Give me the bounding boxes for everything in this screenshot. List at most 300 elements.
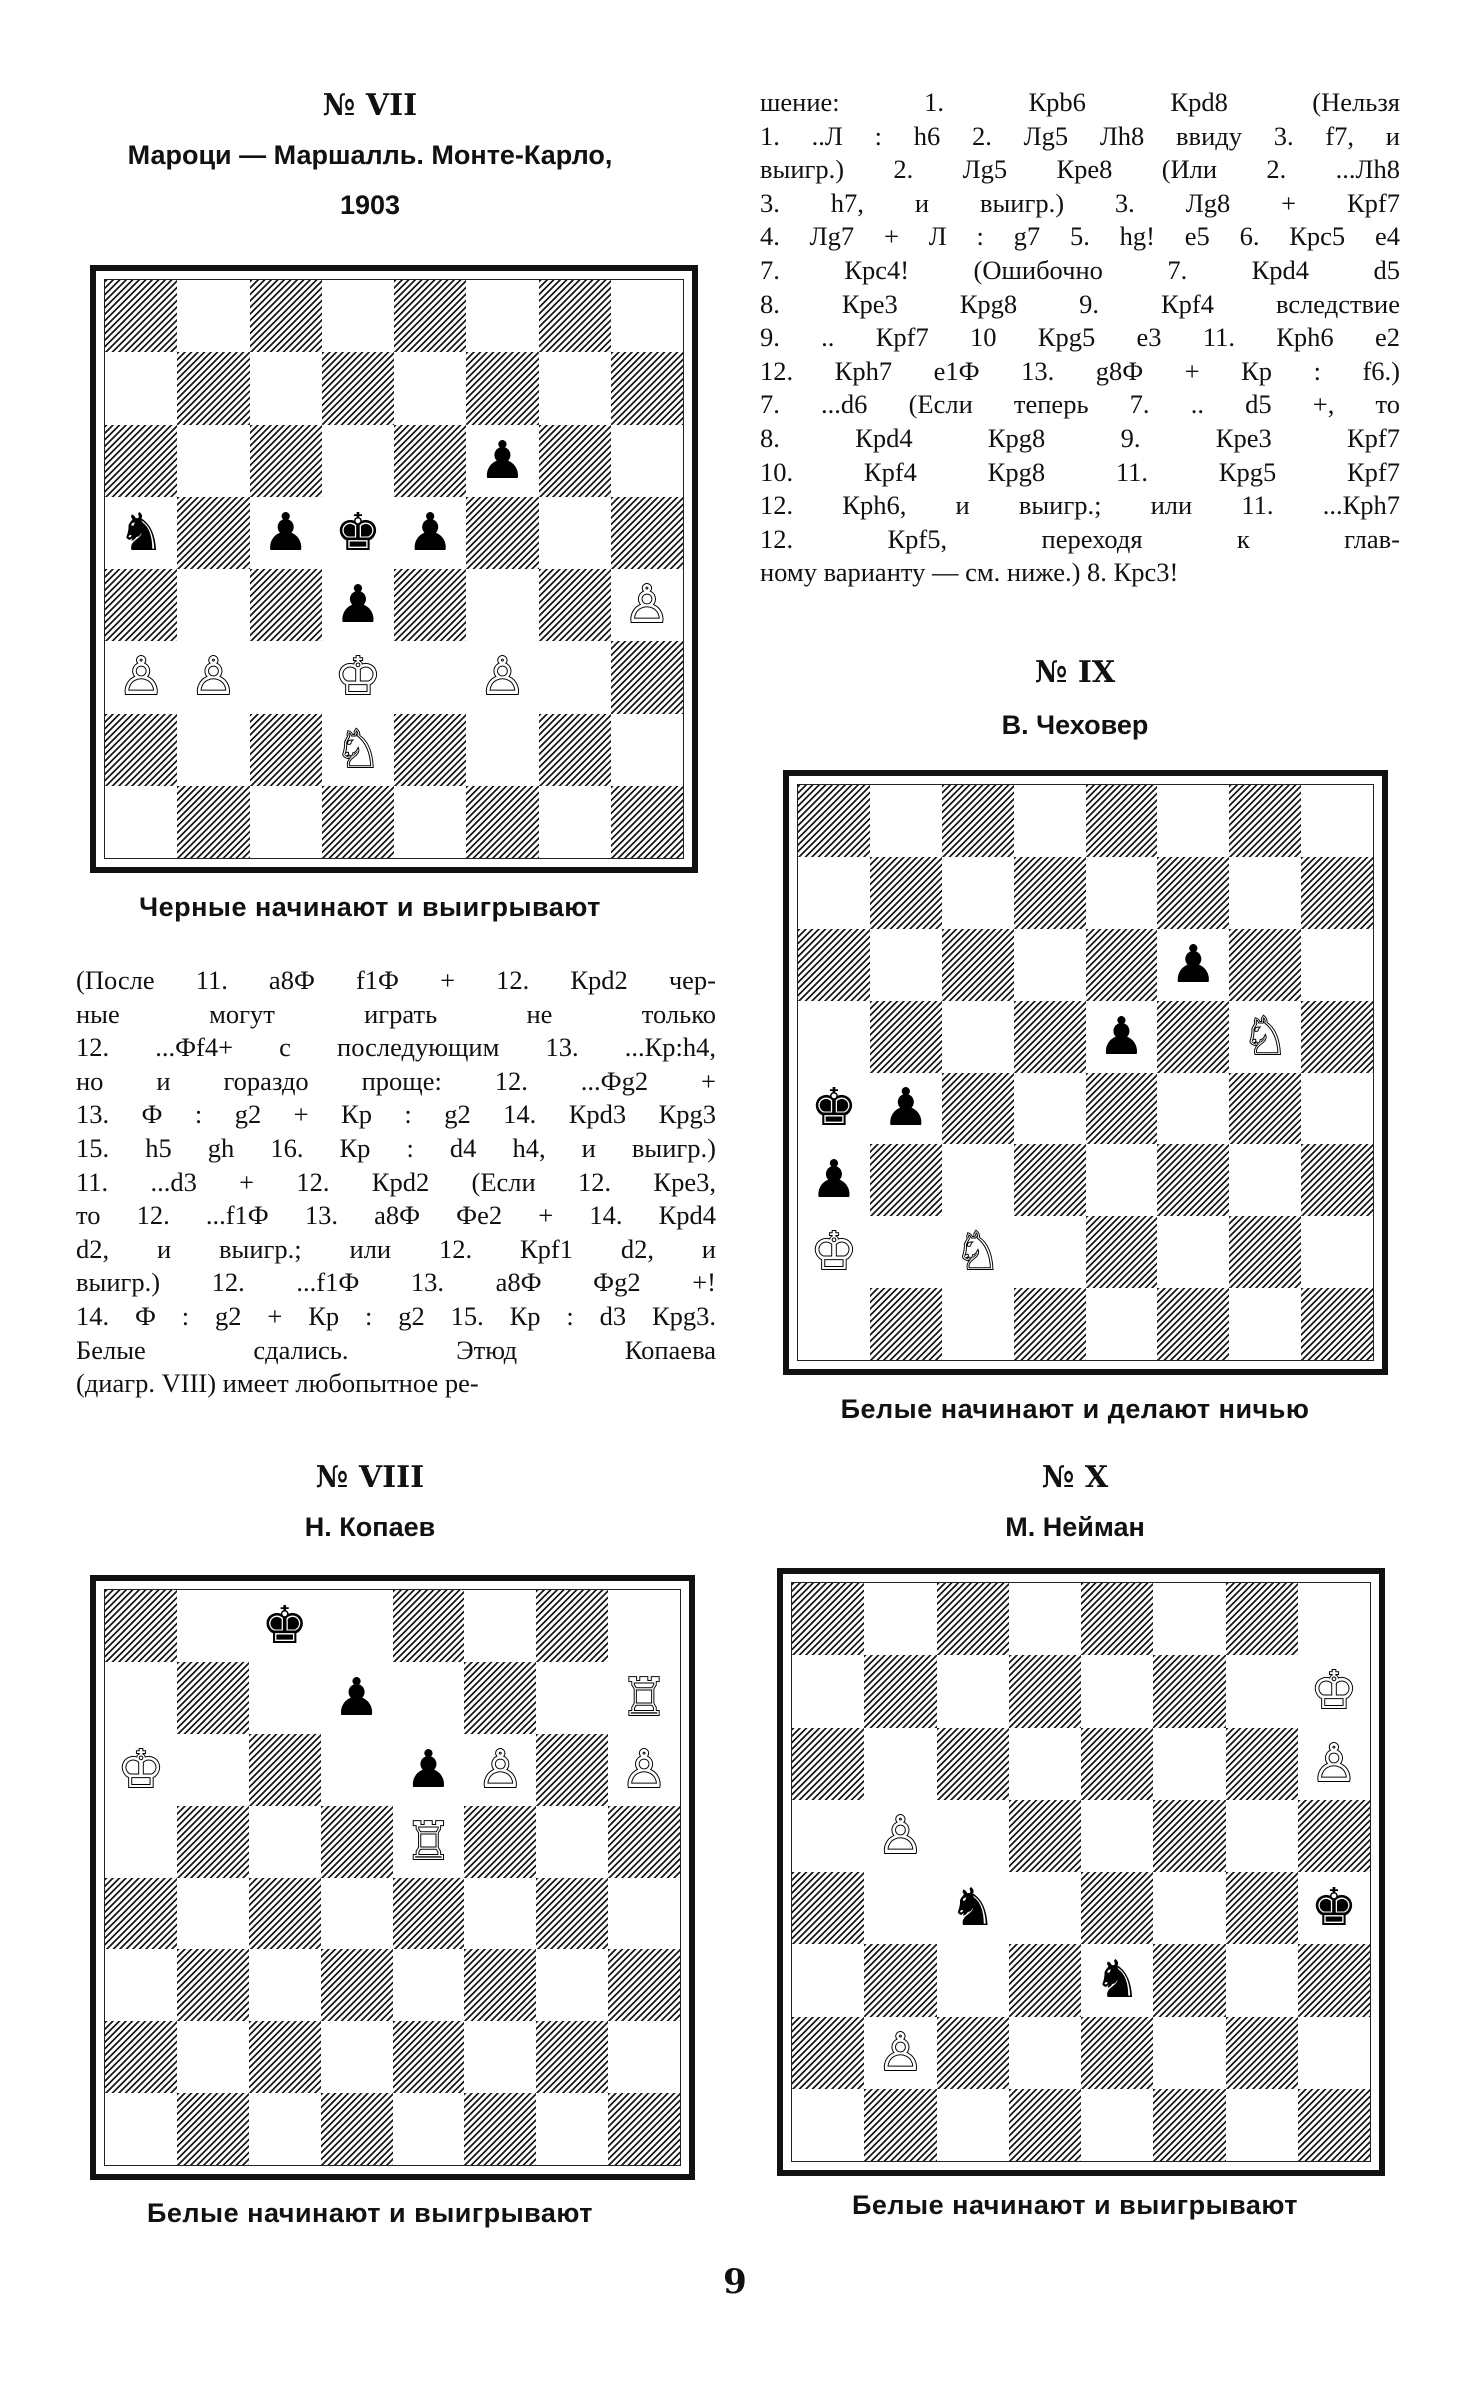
board-square [539,641,611,713]
text-line: ные могут играть не только [76,998,716,1029]
board-square [105,425,177,497]
board-square [322,352,394,424]
text-line: 4. Лg7 + Л : g7 5. hg! e5 6. Крс5 e4 [760,221,1400,252]
board-square [1229,1144,1301,1216]
text-line: выигр.) 2. Лg5 Кре8 (Или 2. ...Лh8 [760,154,1400,185]
diagram-caption: Белые начинают и выигрывают [146,2198,594,2228]
text-line: 12. ...Фf4+ с последующим 13. ...Кр:h4, [76,1032,716,1063]
black-pawn-icon: ♟ [1170,934,1217,995]
diagram-title: Н. Копаев [304,1512,436,1542]
board-square [250,425,322,497]
board-square [1301,1144,1373,1216]
diagram-title: В. Чеховер [1001,710,1149,740]
board-square [466,497,538,569]
board-square [608,1734,680,1806]
text-line: 7. Крс4! (Ошибочно 7. Крd4 d5 [760,254,1400,285]
board-square [105,1949,177,2021]
board-square [539,280,611,352]
white-pawn-icon: ♙ [477,1739,524,1800]
text-line: 15. h5 gh 16. Кр : d4 h4, и выигр.) [76,1132,716,1163]
board-square [1229,929,1301,1001]
text-line: шение: 1. Крb6 Крd8 (Нельзя [760,87,1400,117]
board-square [942,857,1014,929]
board-square [1157,1288,1229,1360]
chess-board [90,1575,695,2180]
text-line: Белые сдались. Этюд Копаева [76,1334,716,1365]
board-square [1301,857,1373,929]
board-square [177,352,249,424]
board-square [798,1216,870,1288]
board-square [250,714,322,786]
board-square [177,1806,249,1878]
board-square [1153,2017,1225,2089]
black-king-icon: ♚ [810,1078,858,1139]
board-square [322,280,394,352]
black-pawn-icon: ♟ [334,575,382,636]
board-square [798,1001,870,1073]
board-square [798,785,870,857]
board-square [1153,1655,1225,1727]
board-square [177,569,249,641]
board-square [321,1734,393,1806]
board-square [536,1949,608,2021]
board-square [792,1872,864,1944]
board-square [942,1001,1014,1073]
white-knight-icon: ♘ [954,1222,1001,1283]
text-line: 11. ...d3 + 12. Крd2 (Если 12. Кре3, [76,1166,716,1197]
black-king-icon: ♚ [1310,1878,1358,1939]
board-square [464,1590,536,1662]
board-square [177,497,249,569]
board-square [321,1590,393,1662]
board-square [1298,2017,1370,2089]
black-knight-icon: ♞ [1093,1950,1141,2011]
board-square [611,425,683,497]
board-square [1014,1001,1086,1073]
board-square [792,1944,864,2016]
board-square [1226,1872,1298,1944]
board-square [321,2093,393,2165]
board-square [536,2021,608,2093]
board-square [864,1583,936,1655]
board-square [1229,1001,1301,1073]
board-square [1014,1073,1086,1145]
diagram-caption: Белые начинают и выигрывают [851,2190,1299,2220]
board-square [1009,1655,1081,1727]
white-king-icon: ♔ [334,647,382,708]
board-square [792,1655,864,1727]
board-square [1226,1944,1298,2016]
board-square [322,425,394,497]
board-square [464,1662,536,1734]
board-square [177,425,249,497]
board-square [1226,2089,1298,2161]
board-square [1081,1583,1153,1655]
board-square [1298,1583,1370,1655]
board-square [105,786,177,858]
board-square [864,1655,936,1727]
board-square [1009,1944,1081,2016]
board-square [1229,1216,1301,1288]
board-square [249,1949,321,2021]
board-square [870,1144,942,1216]
board-square [937,2089,1009,2161]
board-square [1301,1073,1373,1145]
chess-board [90,265,698,873]
board-square [536,1806,608,1878]
board-square [1081,1655,1153,1727]
board-square [539,425,611,497]
board-square [321,1662,393,1734]
white-pawn-icon: ♙ [190,647,237,708]
black-pawn-icon: ♟ [405,1739,452,1800]
diagram-number: № X [1041,1460,1109,1495]
board-square [322,569,394,641]
board-square [1086,1073,1158,1145]
board-square [870,1216,942,1288]
diagram-number: № IX [1034,655,1116,690]
board-square [394,786,466,858]
board-square [937,1944,1009,2016]
board-square [105,280,177,352]
board-square [1301,929,1373,1001]
board-square [1009,2017,1081,2089]
board-square [105,2093,177,2165]
white-king-icon: ♔ [117,1739,165,1800]
text-line: то 12. ...f1Ф 13. а8Ф Фе2 + 14. Крd4 [76,1200,716,1231]
board-square [393,1662,465,1734]
board-square [322,786,394,858]
board-square [177,1878,249,1950]
board-square [1229,785,1301,857]
board-square [105,1878,177,1950]
board-square [1014,1288,1086,1360]
text-line: 8. Кре3 Крg8 9. Крf4 вследствие [760,288,1400,319]
board-square [177,714,249,786]
white-rook-icon: ♖ [405,1811,452,1872]
board-square [322,641,394,713]
text-line: 8. Крd4 Крg8 9. Кре3 Крf7 [760,422,1400,453]
board-square [539,497,611,569]
board-square [608,1662,680,1734]
board-square [177,2093,249,2165]
black-pawn-icon: ♟ [1098,1006,1145,1067]
white-knight-icon: ♘ [334,719,382,780]
board-square [466,280,538,352]
board-square [250,352,322,424]
board-square [464,1806,536,1878]
board-square [1086,929,1158,1001]
board-square [864,1872,936,1944]
board-square [1153,2089,1225,2161]
board-square [1014,929,1086,1001]
text-line: (После 11. а8Ф f1Ф + 12. Крd2 чер- [76,965,716,995]
board-square [942,785,1014,857]
board-square [864,1944,936,2016]
board-square [611,641,683,713]
board-square [1014,1216,1086,1288]
board-square [792,1800,864,1872]
board-square [393,1878,465,1950]
page-number: 9 [723,2262,747,2302]
board-square [393,1590,465,1662]
board-square [937,1583,1009,1655]
board-square [466,714,538,786]
board-square [870,1001,942,1073]
board-square [1298,1944,1370,2016]
board-square [394,714,466,786]
board-square [937,2017,1009,2089]
board-square [1153,1872,1225,1944]
text-line: выигр.) 12. ...f1Ф 13. а8Ф Фg2 +! [76,1267,716,1298]
board-square [1009,1800,1081,1872]
board-square [539,569,611,641]
white-pawn-icon: ♙ [117,647,165,708]
black-pawn-icon: ♟ [882,1078,930,1139]
board-square [177,786,249,858]
board-square [394,641,466,713]
board-square [321,1878,393,1950]
board-square [539,786,611,858]
black-pawn-icon: ♟ [262,502,309,563]
board-square [864,1800,936,1872]
board-square [1014,857,1086,929]
black-king-icon: ♚ [334,502,382,563]
board-square [1157,1216,1229,1288]
board-square [394,280,466,352]
board-square [177,1949,249,2021]
black-king-icon: ♚ [261,1595,308,1656]
board-square [942,1144,1014,1216]
board-square [611,714,683,786]
white-pawn-icon: ♙ [877,1805,924,1866]
board-square [393,2021,465,2093]
board-square [1226,1583,1298,1655]
white-pawn-icon: ♙ [623,575,671,636]
board-square [105,1734,177,1806]
board-square [250,280,322,352]
board-square [466,641,538,713]
board-square [798,1073,870,1145]
board-square [942,1073,1014,1145]
board-square [393,2093,465,2165]
text-line: но и гораздо проще: 12. ...Фg2 + [76,1065,716,1096]
board-square [611,280,683,352]
board-square [937,1872,1009,1944]
board-square [394,569,466,641]
board-square [1153,1728,1225,1800]
text-line: 12. Крh6, и выигр.; или 11. ...Крh7 [760,490,1400,521]
board-square [1298,2089,1370,2161]
diagram-caption: Белые начинают и делают ничью [840,1394,1310,1424]
board-square [250,786,322,858]
text-line: 12. Крf5, переходя к глав- [760,523,1400,554]
board-square [322,714,394,786]
board-square [1086,1216,1158,1288]
board-square [536,1878,608,1950]
board-square [608,2093,680,2165]
board-square [539,352,611,424]
board-square [464,2021,536,2093]
board-square [394,352,466,424]
board-square [1153,1800,1225,1872]
board-square [1301,785,1373,857]
text-line: 12. Крh7 e1Ф 13. g8Ф + Кр : f6.) [760,355,1400,386]
board-square [393,1949,465,2021]
board-square [870,857,942,929]
board-square [105,714,177,786]
board-square [870,1073,942,1145]
board-square [321,2021,393,2093]
board-square [322,497,394,569]
text-line: 13. Ф : g2 + Кр : g2 14. Крd3 Крg3 [76,1099,716,1130]
board-square [1226,1655,1298,1727]
board-square [937,1728,1009,1800]
black-pawn-icon: ♟ [406,502,454,563]
board-square [611,352,683,424]
board-square [536,1734,608,1806]
board-square [1153,1583,1225,1655]
diagram-title: М. Нейман [1005,1512,1145,1542]
board-square [798,1288,870,1360]
board-square [1014,785,1086,857]
diagram-title-year: 1903 [339,190,401,220]
board-square [464,2093,536,2165]
board-square [1009,1728,1081,1800]
annotation-text [76,964,716,1401]
board-square [1229,857,1301,929]
board-square [1009,2089,1081,2161]
diagram-caption: Черные начинают и выигрывают [139,892,601,922]
annotation-text [760,86,1400,590]
board-square [792,1583,864,1655]
board-square [105,352,177,424]
board-square [250,497,322,569]
board-square [105,497,177,569]
board-square [1157,1073,1229,1145]
board-square [1157,1144,1229,1216]
board-square [611,497,683,569]
board-square [394,425,466,497]
board-square [1298,1800,1370,1872]
board-square [1081,1944,1153,2016]
board-square [321,1949,393,2021]
board-square [1157,857,1229,929]
board-square [464,1878,536,1950]
board-square [536,1662,608,1734]
board-square [249,1734,321,1806]
board-square [1157,785,1229,857]
board-square [1086,857,1158,929]
text-line: (диагр. VIII) имеет любопытное ре- [76,1368,479,1399]
board-square [1081,2017,1153,2089]
white-pawn-icon: ♙ [877,2022,924,2083]
board-square [1226,2017,1298,2089]
text-line: 7. ...d6 (Если теперь 7. .. d5 +, то [760,389,1400,420]
white-pawn-icon: ♙ [479,647,526,708]
board-square [249,1878,321,1950]
board-square [536,1590,608,1662]
diagram-number: № VII [322,88,418,123]
text-line: d2, и выигр.; или 12. Крf1 d2, и [76,1233,716,1264]
board-square [1014,1144,1086,1216]
text-line: 9. .. Крf7 10 Крg5 e3 11. Крh6 e2 [760,322,1400,353]
board-square [177,1734,249,1806]
board-square [864,1728,936,1800]
board-square [394,497,466,569]
board-square [539,714,611,786]
board-square [1226,1800,1298,1872]
board-square [1301,1001,1373,1073]
board-square [177,1662,249,1734]
board-square [1009,1583,1081,1655]
board-square [249,1806,321,1878]
black-knight-icon: ♞ [117,502,165,563]
black-pawn-icon: ♟ [479,430,526,491]
board-square [249,1590,321,1662]
board-square [937,1655,1009,1727]
board-square [105,641,177,713]
board-square [1153,1944,1225,2016]
text-line: 3. h7, и выигр.) 3. Лg8 + Крf7 [760,187,1400,218]
board-square [942,1288,1014,1360]
board-square [798,857,870,929]
board-square [1226,1728,1298,1800]
board-square [608,1806,680,1878]
board-square [864,2017,936,2089]
board-square [870,1288,942,1360]
board-square [1086,1288,1158,1360]
board-square [798,1144,870,1216]
board-square [393,1734,465,1806]
board-square [105,2021,177,2093]
white-king-icon: ♔ [810,1222,858,1283]
board-square [177,1590,249,1662]
board-square [250,569,322,641]
white-knight-icon: ♘ [1241,1006,1289,1067]
board-square [1086,785,1158,857]
board-square [1081,2089,1153,2161]
board-square [105,1590,177,1662]
board-square [611,786,683,858]
board-square [608,2021,680,2093]
board-square [1086,1001,1158,1073]
board-square [177,280,249,352]
board-square [249,1662,321,1734]
board-square [864,2089,936,2161]
board-square [1081,1872,1153,1944]
board-square [1157,929,1229,1001]
board-square [1086,1144,1158,1216]
board-square [249,2021,321,2093]
board-square [177,2021,249,2093]
board-square [792,1728,864,1800]
text-line: ному варианту — см. ниже.) 8. Крс3! [760,557,1179,588]
board-square [1301,1288,1373,1360]
board-square [1081,1728,1153,1800]
board-square [608,1590,680,1662]
board-square [105,1806,177,1878]
board-square [464,1734,536,1806]
board-square [1298,1728,1370,1800]
board-square [466,569,538,641]
board-square [611,569,683,641]
board-square [792,2089,864,2161]
board-square [1298,1655,1370,1727]
black-pawn-icon: ♟ [810,1150,858,1211]
board-square [1009,1872,1081,1944]
board-square [937,1800,1009,1872]
